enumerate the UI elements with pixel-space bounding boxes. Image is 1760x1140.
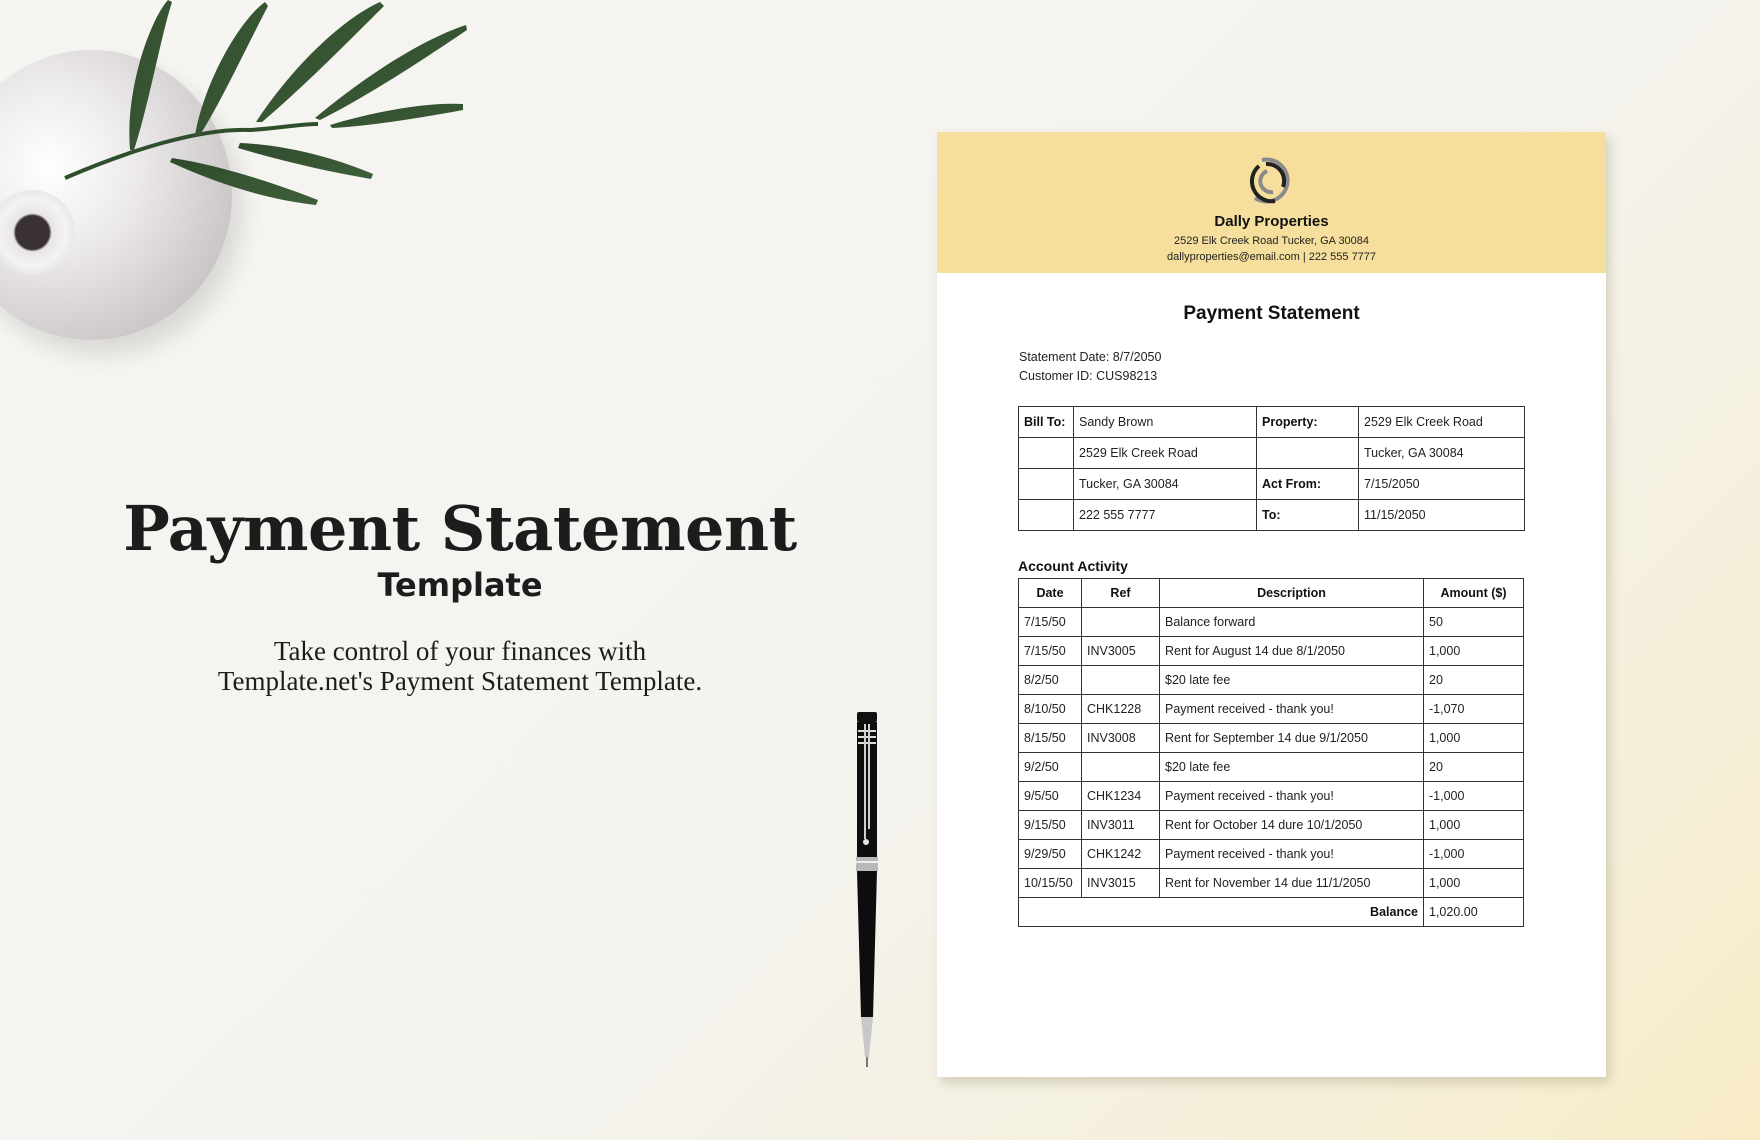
table-row xyxy=(1019,637,1524,666)
cell-date: 8/2/50 xyxy=(1019,666,1082,695)
act-to-label: To: xyxy=(1257,500,1359,531)
cell-description: $20 late fee xyxy=(1160,753,1424,782)
tagline-line-2: Template.net's Payment Statement Template. xyxy=(217,666,703,696)
property-label: Property: xyxy=(1257,407,1359,438)
cell-ref: CHK1234 xyxy=(1082,782,1160,811)
act-to-value: 11/15/2050 xyxy=(1359,500,1525,531)
document-header xyxy=(937,132,1606,273)
company-address: 2529 Elk Creek Road Tucker, GA 30084 xyxy=(1173,235,1370,247)
account-activity-heading: Account Activity xyxy=(1018,558,1128,574)
cell-description: Rent for October 14 dure 10/1/2050 xyxy=(1160,811,1424,840)
pen-icon xyxy=(852,712,882,1072)
cell-date: 9/5/50 xyxy=(1019,782,1082,811)
table-row xyxy=(1019,782,1524,811)
cell-ref: INV3015 xyxy=(1082,869,1160,898)
property-street: 2529 Elk Creek Road xyxy=(1359,407,1525,438)
cell-description: Payment received - thank you! xyxy=(1160,840,1424,869)
bill-row xyxy=(1019,438,1525,469)
cell-description: Rent for September 14 due 9/1/2050 xyxy=(1160,724,1424,753)
cell-amount: 20 xyxy=(1424,753,1524,782)
bill-cell-empty xyxy=(1019,500,1074,531)
cell-amount: 1,000 xyxy=(1424,637,1524,666)
bill-to-street: 2529 Elk Creek Road xyxy=(1074,438,1257,469)
column-header-description: Description xyxy=(1160,579,1424,608)
cell-amount: 1,000 xyxy=(1424,811,1524,840)
column-header-amount: Amount ($) xyxy=(1424,579,1524,608)
cell-ref: CHK1228 xyxy=(1082,695,1160,724)
cell-amount: -1,000 xyxy=(1424,840,1524,869)
hero-subtitle: Template xyxy=(377,566,543,604)
document-title: Payment Statement xyxy=(1183,303,1360,324)
company-contact: dallyproperties@email.com | 222 555 7777 xyxy=(1166,251,1377,263)
bill-cell-empty xyxy=(1019,438,1074,469)
cell-date: 9/29/50 xyxy=(1019,840,1082,869)
statement-document xyxy=(937,132,1606,1077)
cell-amount: 1,000 xyxy=(1424,869,1524,898)
bill-row xyxy=(1019,469,1525,500)
hero-title: Payment Statement xyxy=(123,492,797,565)
cell-description: Rent for November 14 due 11/1/2050 xyxy=(1160,869,1424,898)
table-row xyxy=(1019,608,1524,637)
cell-ref xyxy=(1082,608,1160,637)
cell-amount: 50 xyxy=(1424,608,1524,637)
company-name: Dally Properties xyxy=(1214,213,1329,230)
bill-row xyxy=(1019,407,1525,438)
cell-date: 9/15/50 xyxy=(1019,811,1082,840)
cell-ref: INV3005 xyxy=(1082,637,1160,666)
table-row xyxy=(1019,753,1524,782)
hero-tagline xyxy=(100,636,820,696)
bill-to-name: Sandy Brown xyxy=(1074,407,1257,438)
cell-date: 8/10/50 xyxy=(1019,695,1082,724)
cell-date: 9/2/50 xyxy=(1019,753,1082,782)
table-row xyxy=(1019,724,1524,753)
cell-description: Payment received - thank you! xyxy=(1160,782,1424,811)
table-header-row xyxy=(1019,579,1524,608)
cell-ref xyxy=(1082,666,1160,695)
bill-row xyxy=(1019,500,1525,531)
cell-date: 10/15/50 xyxy=(1019,869,1082,898)
balance-row xyxy=(1019,898,1524,927)
balance-value: 1,020.00 xyxy=(1424,898,1524,927)
customer-id: Customer ID: CUS98213 xyxy=(1019,369,1158,383)
olive-branch-icon xyxy=(0,0,480,260)
cell-date: 7/15/50 xyxy=(1019,608,1082,637)
bill-to-label: Bill To: xyxy=(1019,407,1074,438)
cell-ref: CHK1242 xyxy=(1082,840,1160,869)
bill-to-city: Tucker, GA 30084 xyxy=(1074,469,1257,500)
column-header-ref: Ref xyxy=(1082,579,1160,608)
cell-ref: INV3008 xyxy=(1082,724,1160,753)
bill-to-phone: 222 555 7777 xyxy=(1074,500,1257,531)
bill-cell-empty xyxy=(1257,438,1359,469)
cell-date: 8/15/50 xyxy=(1019,724,1082,753)
act-from-value: 7/15/2050 xyxy=(1359,469,1525,500)
table-row xyxy=(1019,811,1524,840)
account-activity-table xyxy=(1018,578,1524,927)
cell-amount: -1,000 xyxy=(1424,782,1524,811)
property-city: Tucker, GA 30084 xyxy=(1359,438,1525,469)
act-from-label: Act From: xyxy=(1257,469,1359,500)
cell-description: Rent for August 14 due 8/1/2050 xyxy=(1160,637,1424,666)
balance-label: Balance xyxy=(1019,898,1424,927)
cell-date: 7/15/50 xyxy=(1019,637,1082,666)
table-row xyxy=(1019,666,1524,695)
cell-amount: 1,000 xyxy=(1424,724,1524,753)
cell-amount: 20 xyxy=(1424,666,1524,695)
column-header-date: Date xyxy=(1019,579,1082,608)
cell-description: $20 late fee xyxy=(1160,666,1424,695)
table-row xyxy=(1019,695,1524,724)
cell-ref xyxy=(1082,753,1160,782)
bill-to-table xyxy=(1018,406,1525,531)
company-logo-icon xyxy=(1245,154,1295,206)
cell-description: Balance forward xyxy=(1160,608,1424,637)
table-row xyxy=(1019,869,1524,898)
tagline-line-1: Take control of your finances with xyxy=(273,636,647,666)
cell-amount: -1,070 xyxy=(1424,695,1524,724)
cell-description: Payment received - thank you! xyxy=(1160,695,1424,724)
bill-cell-empty xyxy=(1019,469,1074,500)
statement-date: Statement Date: 8/7/2050 xyxy=(1019,350,1162,364)
cell-ref: INV3011 xyxy=(1082,811,1160,840)
table-row xyxy=(1019,840,1524,869)
